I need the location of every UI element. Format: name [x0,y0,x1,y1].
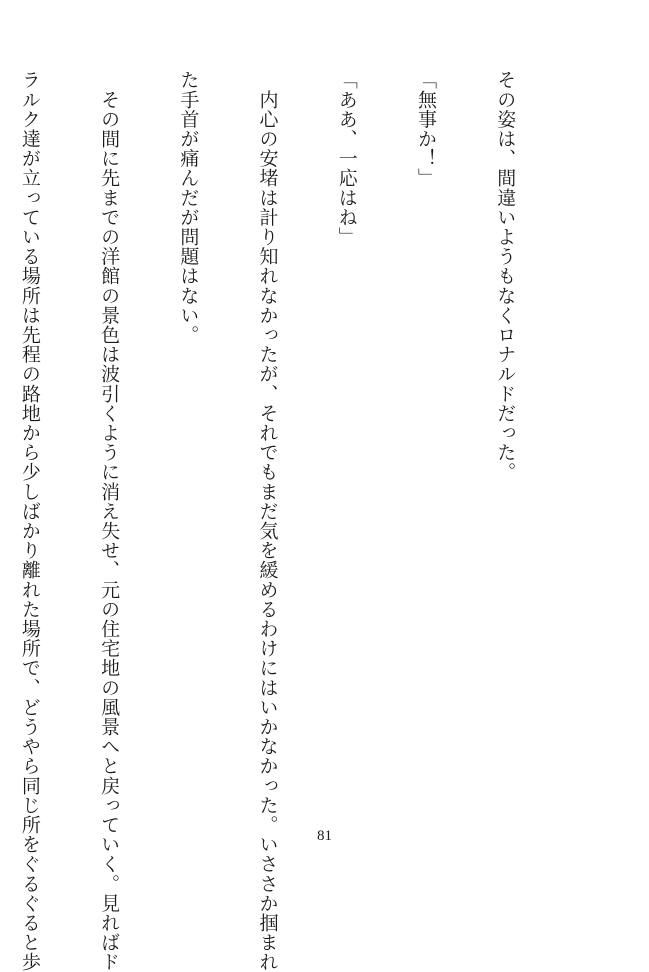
text-line: その間に先までの洋館の景色は波引くように消え失せ、元の住宅地の風景へと戻っていく。見ればド [98,70,121,972]
text-line: ラルク達が立っている場所は先程の路地から少しばかり離れた場所で、どうやら同じ所をぐるぐると歩 [18,70,41,972]
text-line: 「無事か！」 [414,70,437,188]
text-line: 「ああ、一応はね」 [335,70,358,247]
page-number: 81 [317,828,332,844]
text-line: 内心の安堵は計り知れなかったが、それでもまだ気を緩めるわけにはいかなかった。いささか掴まれ [256,70,279,972]
text-line: た手首が痛んだが問題はない。 [177,70,200,345]
text-line: その姿は、間違いようもなくロナルドだった。 [494,70,517,482]
